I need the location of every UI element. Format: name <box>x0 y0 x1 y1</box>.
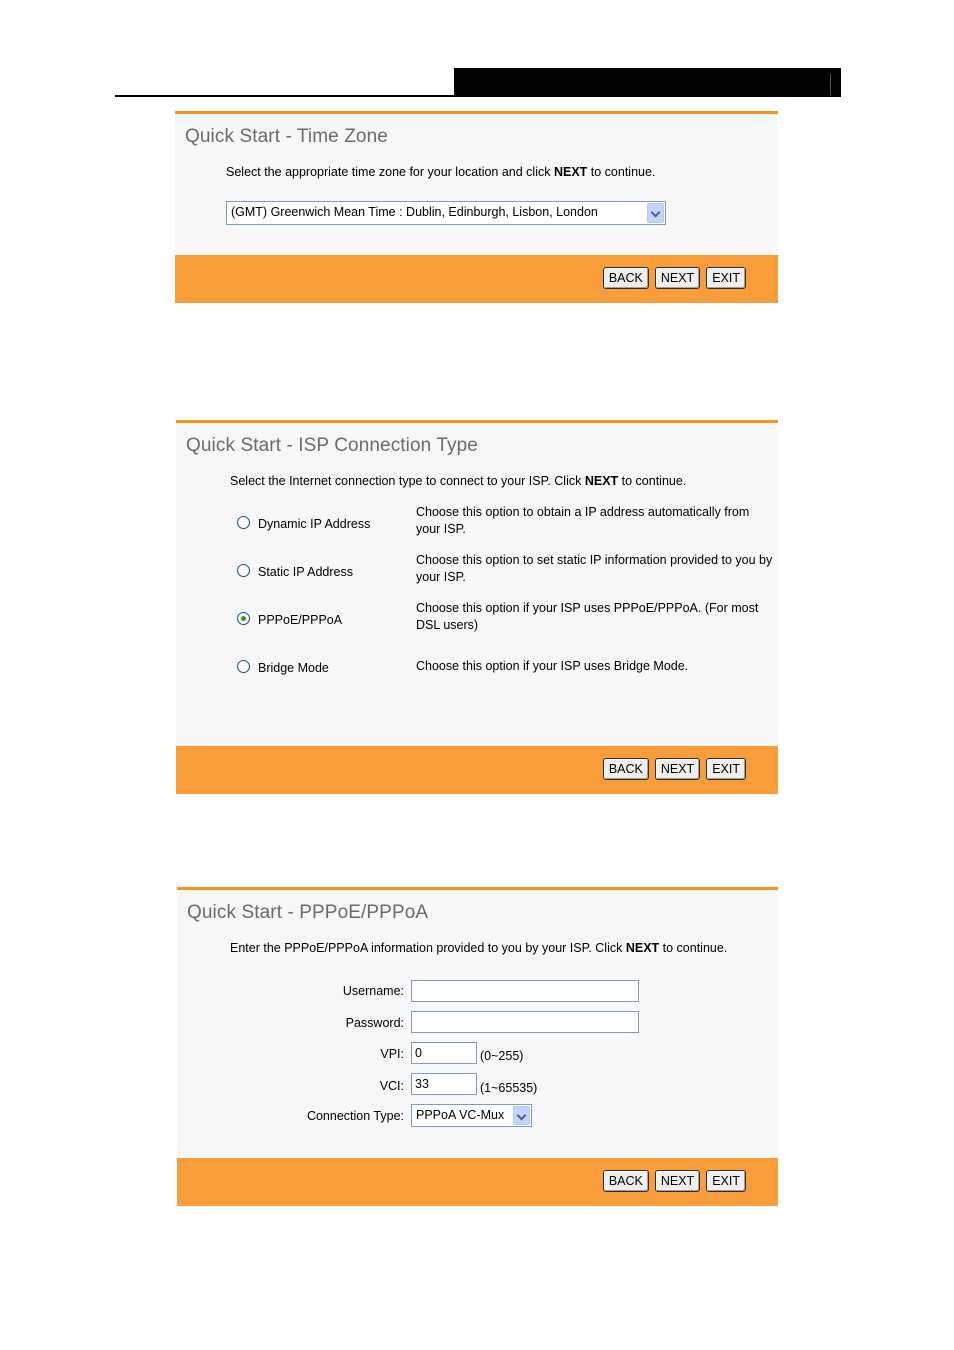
page-header-rule <box>115 95 841 97</box>
next-button[interactable]: NEXT <box>655 267 700 289</box>
vci-range-hint: (1~65535) <box>480 1081 538 1095</box>
pppoe-radio[interactable] <box>237 612 250 625</box>
nav-buttons <box>603 1170 746 1192</box>
desc-bold: NEXT <box>553 165 588 179</box>
radio-label[interactable]: Static IP Address <box>258 565 353 579</box>
panel-title: Quick Start - PPPoE/PPPoA <box>187 902 429 923</box>
radio-description: Choose this option if your ISP uses PPPoE/PPPoA. (For most DSL users) <box>416 601 759 632</box>
radio-label[interactable]: PPPoE/PPPoA <box>258 613 343 627</box>
next-button[interactable]: NEXT <box>655 1170 700 1192</box>
desc-text: Select the appropriate time zone for your location and click <box>226 165 554 179</box>
panel-title: Quick Start - ISP Connection Type <box>186 435 478 456</box>
isp-footer-bar <box>176 746 778 794</box>
desc-text: Select the Internet connection type to connect to your ISP. Click <box>230 474 585 488</box>
vpi-range-hint: (0~255) <box>480 1049 524 1063</box>
back-button[interactable]: BACK <box>603 267 649 289</box>
desc-text-end: to continue. <box>659 941 728 955</box>
exit-button[interactable]: EXIT <box>706 267 746 289</box>
header-bar-divider <box>830 74 831 97</box>
panel-description <box>226 165 655 179</box>
exit-button[interactable]: EXIT <box>706 758 746 780</box>
timezone-panel <box>175 111 778 303</box>
username-label: Username: <box>342 984 404 998</box>
radio-label[interactable]: Dynamic IP Address <box>258 517 371 531</box>
desc-text-end: to continue. <box>618 474 687 488</box>
radio-description: Choose this option if your ISP uses Bridge Mode. <box>416 659 689 673</box>
panel-description <box>230 474 686 488</box>
radio-description: Choose this option to obtain a IP address automatically from your ISP. <box>416 505 750 536</box>
desc-bold: NEXT <box>625 941 660 955</box>
chevron-down-icon[interactable] <box>513 1106 530 1125</box>
back-button[interactable]: BACK <box>603 1170 649 1192</box>
connection-type-label: Connection Type: <box>306 1109 404 1123</box>
bridge-mode-radio[interactable] <box>237 660 250 673</box>
password-input[interactable] <box>411 1011 639 1033</box>
desc-text-end: to continue. <box>587 165 656 179</box>
vci-input[interactable] <box>411 1073 477 1095</box>
timezone-footer-bar <box>175 255 778 303</box>
desc-text: Enter the PPPoE/PPPoA information provided to you by your ISP. Click <box>230 941 626 955</box>
radio-label[interactable]: Bridge Mode <box>258 661 329 675</box>
panel-title: Quick Start - Time Zone <box>185 126 388 147</box>
nav-buttons <box>603 758 746 780</box>
connection-type-value: PPPoA VC-Mux <box>416 1108 505 1122</box>
connection-type-select[interactable] <box>411 1104 532 1127</box>
timezone-select-value: (GMT) Greenwich Mean Time : Dublin, Edinburgh, Lisbon, London <box>231 205 598 219</box>
dynamic-ip-radio[interactable] <box>237 516 250 529</box>
vpi-label: VPI: <box>380 1047 404 1061</box>
page-header-bar <box>454 68 841 97</box>
next-button[interactable]: NEXT <box>655 758 700 780</box>
username-input[interactable] <box>411 980 639 1002</box>
pppoe-footer-bar <box>177 1158 778 1206</box>
desc-bold: NEXT <box>584 474 619 488</box>
nav-buttons <box>603 267 746 289</box>
pppoe-panel <box>177 887 778 1206</box>
isp-connection-panel <box>176 420 778 794</box>
exit-button[interactable]: EXIT <box>706 1170 746 1192</box>
radio-description: Choose this option to set static IP information provided to you by your ISP. <box>416 553 773 584</box>
vci-label: VCI: <box>379 1079 404 1093</box>
static-ip-radio[interactable] <box>237 564 250 577</box>
chevron-down-icon[interactable] <box>647 203 664 223</box>
vpi-input[interactable] <box>411 1042 477 1064</box>
timezone-select[interactable] <box>226 201 666 225</box>
back-button[interactable]: BACK <box>603 758 649 780</box>
password-label: Password: <box>345 1016 404 1030</box>
panel-description <box>230 941 727 955</box>
